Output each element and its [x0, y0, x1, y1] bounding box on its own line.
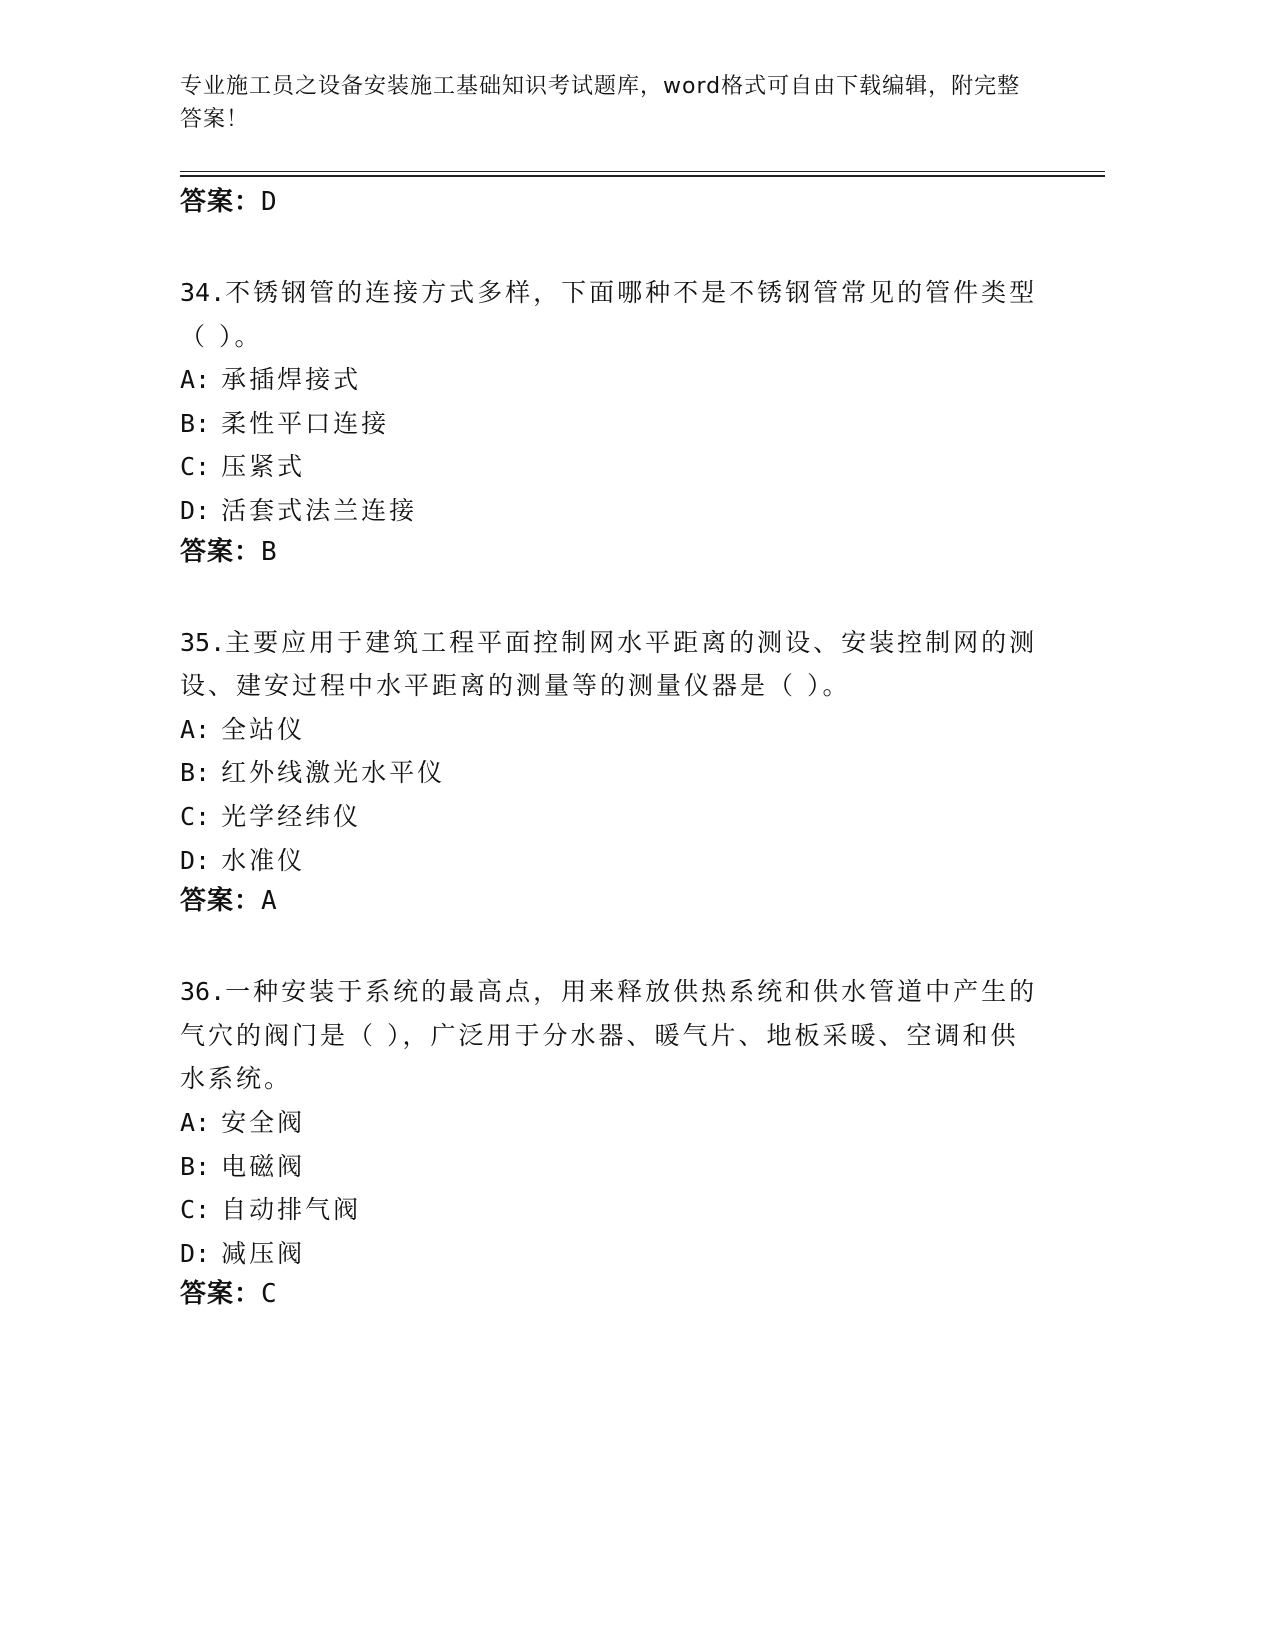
option-d	[180, 489, 1040, 533]
question-block	[180, 970, 1040, 1313]
option-b	[180, 402, 1040, 446]
option-letter: B:	[180, 758, 211, 788]
option-letter: D:	[180, 495, 211, 525]
answer-line	[180, 183, 1040, 221]
question-text	[180, 621, 1040, 708]
answer-value: C	[261, 1279, 278, 1310]
answer-value: D	[261, 187, 278, 217]
option-a	[180, 358, 1040, 402]
option-text: 自动排气阀	[221, 1195, 362, 1225]
option-letter: B:	[180, 1151, 211, 1181]
question-list	[180, 183, 1040, 1313]
answer-label: 答案：	[180, 187, 262, 217]
question-text	[180, 970, 1040, 1101]
answer-label: 答案：	[180, 536, 262, 567]
option-text: 安全阀	[221, 1107, 306, 1137]
document-header	[180, 70, 1040, 136]
question-stem: 一种安装于系统的最高点，用来释放供热系统和供水管道中产生的气穴的阀门是（ ），广泛用于分水器、暖气片、地板采暖、空调和供水系统。	[180, 977, 1038, 1094]
option-b	[180, 1145, 1040, 1189]
option-a	[180, 708, 1040, 752]
option-text: 全站仪	[221, 714, 306, 744]
answer-label: 答案：	[180, 886, 262, 917]
question-block	[180, 621, 1040, 921]
option-letter: D:	[180, 845, 211, 875]
option-c	[180, 445, 1040, 489]
option-text: 承插焊接式	[221, 365, 362, 395]
answer-label: 答案：	[180, 1279, 262, 1310]
option-text: 水准仪	[221, 845, 306, 875]
option-letter: D:	[180, 1238, 211, 1268]
option-text: 电磁阀	[221, 1151, 306, 1181]
option-text: 压紧式	[221, 452, 306, 482]
question-stem: 主要应用于建筑工程平面控制网水平距离的测设、安装控制网的测设、建安过程中水平距离的测量等的测量仪器是（ ）。	[180, 627, 1038, 701]
answer-value: B	[261, 536, 278, 567]
option-letter: A:	[180, 714, 211, 744]
option-text: 活套式法兰连接	[221, 495, 418, 525]
answer-line	[180, 1275, 1040, 1313]
option-text: 红外线激光水平仪	[221, 758, 446, 788]
option-c	[180, 795, 1040, 839]
question-number: 35.	[180, 627, 226, 657]
option-letter: C:	[180, 801, 211, 831]
option-d	[180, 1232, 1040, 1276]
question-number: 34.	[180, 278, 226, 307]
option-letter: B:	[180, 408, 211, 438]
option-text: 柔性平口连接	[221, 408, 390, 438]
option-d	[180, 839, 1040, 883]
option-letter: C:	[180, 452, 211, 482]
option-letter: C:	[180, 1195, 211, 1225]
question-number: 36.	[180, 977, 226, 1007]
header-divider-thick	[180, 175, 1105, 177]
option-b	[180, 751, 1040, 795]
option-text: 减压阀	[221, 1238, 306, 1268]
header-divider-thin	[180, 171, 1105, 172]
option-letter: A:	[180, 365, 211, 395]
question-text	[180, 271, 1040, 358]
question-stem: 不锈钢管的连接方式多样，下面哪种不是不锈钢管常见的管件类型（ ）。	[180, 278, 1038, 351]
header-text: 专业施工员之设备安装施工基础知识考试题库，word格式可自由下载编辑，附完整答案！	[180, 74, 1021, 132]
option-c	[180, 1188, 1040, 1232]
option-a	[180, 1101, 1040, 1145]
answer-line	[180, 533, 1040, 571]
answer-line	[180, 882, 1040, 920]
option-text: 光学经纬仪	[221, 801, 362, 831]
question-block	[180, 271, 1040, 571]
option-letter: A:	[180, 1107, 211, 1137]
answer-value: A	[261, 886, 278, 917]
